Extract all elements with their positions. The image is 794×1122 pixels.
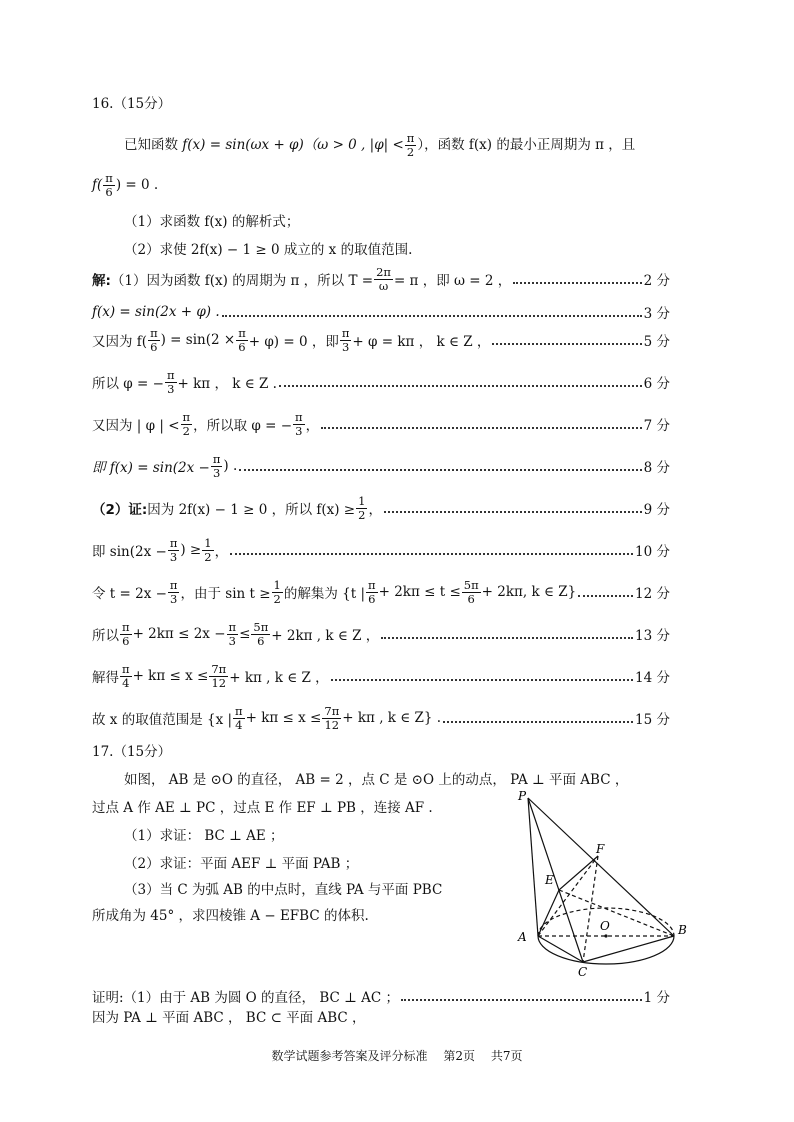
q17-part3b: 所成角为 45° ，求四棱锥 A − EFBC 的体积. [92,908,369,924]
frac: $\frac{\pi}{6}$ [368,577,376,606]
q16-part1: （1）求函数 f(x) 的解析式； [124,214,300,230]
q17-part1: （1）求证： BC ⊥ AE ； [124,828,284,844]
frac: $\frac{1}{2}$ [273,577,281,606]
proof-line-2: 因为 PA ⊥ 平面 ABC ， BC ⊂ 平面 ABC ， [92,1010,366,1026]
proof1-text: 证明:（1）由于 AB 为圆 O 的直径， BC ⊥ AC ； [92,990,399,1006]
frac: $\frac{\pi}{4}$ [122,661,130,690]
frac: $\frac{\pi}{3}$ [228,619,237,648]
score-12: 12 分 [635,586,670,602]
frac: $\frac{5\pi}{6}$ [253,619,269,648]
score-7: 7 分 [643,418,670,434]
q16-given-a: 已知函数 [124,137,178,153]
sol-line-9 [92,576,670,608]
frac: $\frac{7\pi}{12}$ [211,661,227,690]
center-point [604,934,607,937]
frac: $\frac{1}{2}$ [204,535,212,564]
label-C: C [578,965,588,976]
frac: $\frac{\pi}{6}$ [238,325,246,354]
sol-line-8 [92,534,670,566]
frac-2pi-omega: $\frac{2\pi}{\omega}$ [376,264,391,293]
dot-leader [331,679,633,681]
sol-line-3 [92,324,670,356]
s1-tail: = π ，即 ω = 2 ， [393,273,512,289]
edge-PC [528,798,583,962]
s8a: 即 sin(2x − [92,544,167,560]
frac: $\frac{\pi}{2}$ [182,409,191,438]
dot-leader [513,282,641,284]
frac: $\frac{\pi}{6}$ [150,325,158,354]
frac-pi-2: $\frac{\pi}{2}$ [406,130,415,159]
score-5: 5 分 [643,334,670,350]
sol-label: 解: [92,273,111,289]
score-14: 14 分 [635,670,670,686]
dot-leader [578,595,633,597]
geometry-figure [508,786,698,976]
s1-text: （1）因为函数 f(x) 的周期为 π ，所以 T = [110,273,374,289]
s8c: ， [214,544,229,560]
edge-BC [583,936,674,962]
frac: $\frac{\pi}{3}$ [341,325,350,354]
score-13: 13 分 [635,628,670,644]
s9a: 令 t = 2x − [92,586,167,602]
q16-given [124,130,654,160]
s9e: + 2kπ, k ∈ Z} [481,584,577,600]
s12a: 故 x 的取值范围是 {x | [92,712,233,728]
sol-line-7 [92,492,670,524]
s10c: ≤ [239,626,251,642]
s5b: ，所以取 φ = − [193,418,293,434]
frac: $\frac{\pi}{3}$ [169,577,178,606]
q16-part2: （2）求使 2f(x) − 1 ≥ 0 成立的 x 的取值范围. [124,242,413,258]
s12b: + kπ ≤ x ≤ [245,710,322,726]
footer-page: 第2页 [443,1049,475,1063]
s12c: + kπ , k ∈ Z} . [342,710,442,726]
dot-leader [230,553,633,555]
s11a: 解得 [92,670,119,686]
q16-given-f: f(x) = sin(ωx + φ)（ω > 0 , |φ| < [182,137,404,153]
frac: $\frac{\pi}{3}$ [169,535,178,564]
s4b: + kπ ， k ∈ Z . [177,376,277,392]
s3c: + φ) = 0 ，即 [248,334,339,350]
edge-PB [528,798,674,936]
s7b: ， [368,502,382,518]
q17-header: 17.（15分） [92,744,172,760]
q17-part2: （2）求证：平面 AEF ⊥ 平面 PAB ； [124,856,359,872]
q16-condition [92,170,654,200]
s7a: 因为 2f(x) − 1 ≥ 0 ，所以 f(x) ≥ [147,502,356,518]
score-9: 9 分 [643,502,670,518]
dot-leader [381,637,633,639]
q17-line2: 过点 A 作 AE ⊥ PC ，过点 E 作 EF ⊥ PB ，连接 AF . [92,800,433,816]
footer-title: 数学试题参考答案及评分标准 [271,1049,428,1063]
s7-label: （2）证: [92,502,148,518]
frac: $\frac{\pi}{3}$ [295,409,303,438]
s11b: + kπ ≤ x ≤ [132,668,209,684]
label-E: E [545,873,554,887]
frac: $\frac{1}{2}$ [358,493,366,522]
dot-leader [321,427,642,429]
sol-line-5 [92,408,670,440]
frac: $\frac{5\pi}{6}$ [463,577,479,606]
base-ellipse-front [538,936,674,964]
s9b: ，由于 sin t ≥ [180,586,271,602]
s10a: 所以 [92,628,119,644]
sol-line-10 [92,618,670,650]
frac: $\frac{\pi}{6}$ [122,619,130,648]
score-2: 2 分 [643,273,670,289]
s9d: + 2kπ ≤ t ≤ [378,584,461,600]
edge-PA [528,798,538,936]
footer-total: 共7页 [490,1049,523,1063]
label-B: B [678,923,687,937]
sol-line-4 [92,366,670,398]
s2-text: f(x) = sin(2x + φ) . [92,304,220,320]
s6a: 即 f(x) = sin(2x − [92,460,210,476]
sol-line-1 [92,264,670,294]
dot-leader [279,385,642,387]
q16-cond-a: f( [92,177,103,193]
sol-line-12 [92,702,670,734]
score-10: 10 分 [635,544,670,560]
frac: $\frac{\pi}{3}$ [212,451,221,480]
dot-leader [401,999,642,1001]
dot-leader [222,315,642,317]
s3a: 又因为 f( [92,334,148,350]
dot-leader [443,721,633,723]
sol-line-6 [92,450,670,482]
score-15: 15 分 [635,712,670,728]
s11c: + kπ , k ∈ Z ， [229,670,329,686]
page-footer [0,1047,794,1064]
frac: $\frac{7\pi}{12}$ [324,703,340,732]
s3d: + φ = kπ ， k ∈ Z ， [352,334,491,350]
q17-line1: 如图， AB 是 ⊙O 的直径， AB = 2 ，点 C 是 ⊙O 上的动点， PA ⊥ 平面 ABC ， [124,772,629,788]
proof-line-1 [92,984,670,1008]
sol-line-2 [92,300,670,324]
frac: $\frac{\pi}{3}$ [166,367,175,396]
q16-given-b: ），函数 f(x) 的最小正周期为 π ，且 [417,137,636,153]
label-P: P [518,789,527,803]
label-O: O [600,919,610,933]
s5a: 又因为 | φ | < [92,418,180,434]
frac-pi-6: $\frac{\pi}{6}$ [105,170,113,199]
q17-part3: （3）当 C 为弧 AB 的中点时，直线 PA 与平面 PBC [124,882,443,898]
score-8: 8 分 [643,460,670,476]
s3b: ) = sin(2 × [160,332,236,348]
sol-line-11 [92,660,670,692]
s10d: + 2kπ , k ∈ Z ， [271,628,380,644]
score-6: 6 分 [643,376,670,392]
frac: $\frac{\pi}{4}$ [235,703,243,732]
edge-EF [559,856,598,890]
s4a: 所以 φ = − [92,376,164,392]
score-1: 1 分 [643,990,670,1006]
dot-leader [384,511,642,513]
s9c: 的解集为 {t | [283,586,366,602]
dot-leader [492,343,641,345]
q16-header: 16.（15分） [92,96,172,112]
s8b: ) ≥ [180,542,202,558]
label-A: A [518,930,527,944]
s10b: + 2kπ ≤ 2x − [132,626,226,642]
s6b: ) . [223,458,238,474]
edge-EB [559,890,674,936]
score-3: 3 分 [643,306,670,322]
dot-leader [239,469,641,471]
s5c: ， [305,418,320,434]
q16-cond-tail: ) = 0 . [115,177,159,193]
edge-AF [538,856,598,936]
label-F: F [596,842,605,856]
